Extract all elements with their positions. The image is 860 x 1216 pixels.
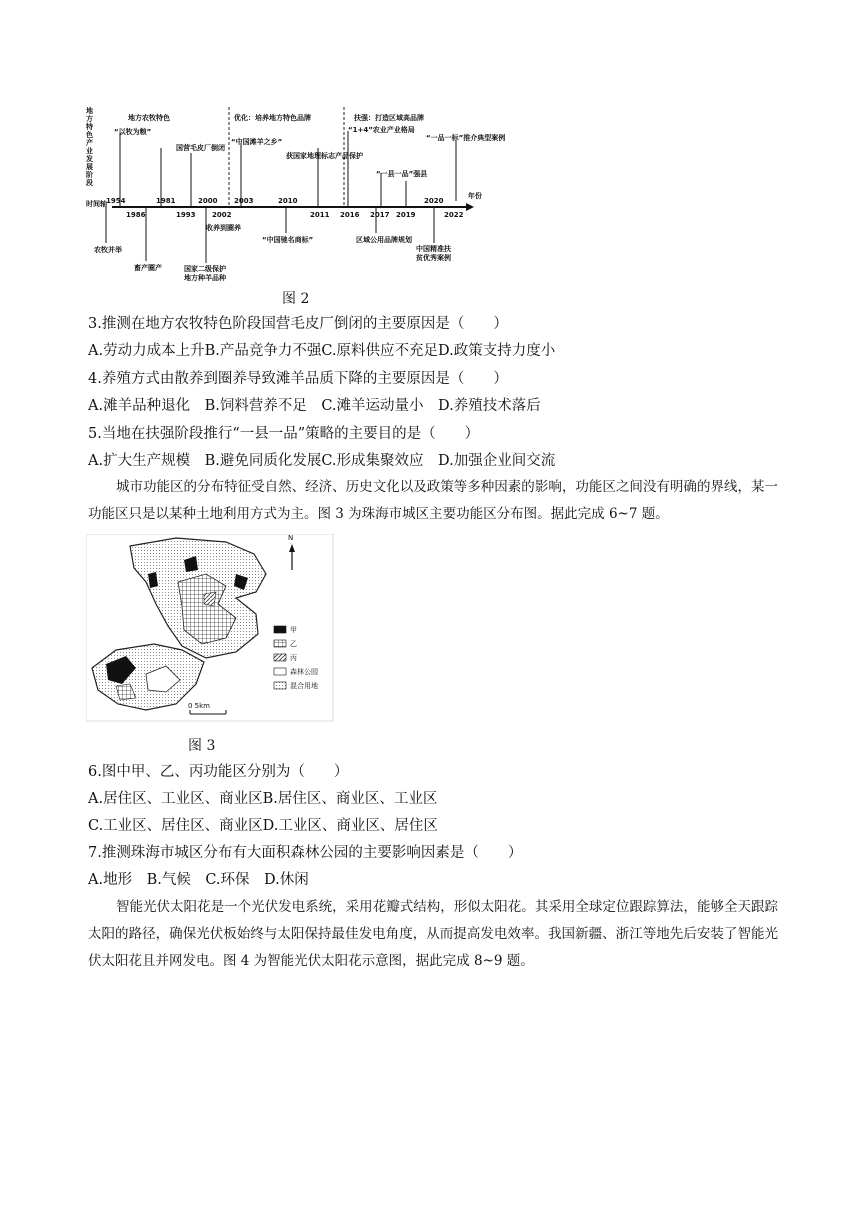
year-label: 1986	[126, 211, 146, 219]
year-label: 2002	[212, 211, 232, 219]
year-label: 2022	[444, 211, 464, 219]
legend-item: 森林公园	[290, 668, 318, 676]
event-bottom: 国家二级保护地方种羊品种	[184, 265, 226, 282]
timeline-axis-label: 时间轴	[86, 200, 107, 208]
year-label: 2000	[198, 197, 218, 205]
event-top: “1+4”农业产业格局	[348, 126, 415, 134]
year-label: 2020	[424, 197, 444, 205]
question-6-stem: 6.图中甲、乙、丙功能区分别为（ ）	[88, 764, 349, 780]
question-3-options[interactable]: A.劳动力成本上升B.产品竞争力不强C.原料供应不充足D.政策支持力度小	[88, 343, 556, 359]
question-6-options-2[interactable]: C.工业区、居住区、商业区D.工业区、商业区、居住区	[88, 818, 438, 834]
year-label: 1954	[106, 197, 126, 205]
phase-label-3: 扶强：打造区域高品牌	[354, 114, 424, 122]
event-top: “一县一品”强县	[376, 170, 428, 178]
event-bottom: 收养到圈养	[206, 224, 241, 232]
question-3-stem: 3.推测在地方农牧特色阶段国营毛皮厂倒闭的主要原因是（ ）	[88, 316, 508, 332]
year-label: 2003	[234, 197, 254, 205]
year-label: 2011	[310, 211, 330, 219]
figure-3-caption: 图 3	[188, 738, 216, 754]
scale-label: 0 5km	[188, 702, 211, 710]
year-label: 2016	[340, 211, 360, 219]
passage-solar-flower: 智能光伏太阳花是一个光伏发电系统，采用花瓣式结构，形似太阳花。其采用全球定位跟踪算法，能够全天跟踪太阳的路径，确保光伏板始终与太阳保持最佳发电角度，从而提高发电效率。我国新疆、浙江等地先后安装了智能光伏太阳花且并网发电。图 4 为智能光伏太阳花示意图，据此完成 8~9 题。	[88, 899, 778, 969]
event-top: “中国滩羊之乡”	[231, 138, 283, 146]
year-label: 2017	[370, 211, 390, 219]
timeline-side-label: 地方特色产业发展阶段	[86, 107, 93, 187]
passage-functional-zones: 城市功能区的分布特征受自然、经济、历史文化以及政策等多种因素的影响，功能区之间没有明确的界线，某一功能区只是以某种土地利用方式为主。图 3 为珠海市城区主要功能区分布图。据此完成 6~7 题。	[88, 479, 778, 522]
question-4-stem: 4.养殖方式由散养到圈养导致滩羊品质下降的主要原因是（ ）	[88, 371, 508, 387]
question-6-options-1[interactable]: A.居住区、工业区、商业区B.居住区、商业区、工业区	[88, 791, 438, 807]
event-top: “一品一标”推介典型案例	[426, 134, 506, 142]
phase-label-1: 地方农牧特色	[128, 114, 170, 122]
figure-2-timeline	[86, 103, 506, 283]
event-top: “以牧为粮”	[114, 128, 152, 136]
legend-item: 甲	[290, 626, 297, 634]
event-bottom: “中国驰名商标”	[262, 236, 314, 244]
year-label: 2019	[396, 211, 416, 219]
year-label: 2010	[278, 197, 298, 205]
phase-label-2: 优化：培养地方特色品牌	[234, 114, 311, 122]
question-7-stem: 7.推测珠海市城区分布有大面积森林公园的主要影响因素是（ ）	[88, 845, 523, 861]
year-label: 1981	[156, 197, 176, 205]
question-5-stem: 5.当地在扶强阶段推行“一县一品”策略的主要目的是（ ）	[88, 426, 480, 442]
year-label: 1993	[176, 211, 196, 219]
legend-item: 乙	[290, 640, 297, 648]
question-4-options[interactable]: A.滩羊品种退化 B.饲料营养不足 C.滩羊运动量小 D.养殖技术落后	[88, 398, 541, 414]
event-top: 获国家地理标志产品保护	[286, 152, 363, 160]
legend-item: 丙	[290, 654, 297, 662]
event-bottom: 农牧并举	[94, 246, 122, 254]
question-7-options[interactable]: A.地形 B.气候 C.环保 D.休闲	[88, 872, 309, 888]
timeline-axis-end: 年份	[468, 192, 482, 200]
north-label: N	[288, 534, 294, 542]
event-bottom: 中国精准扶贫优秀案例	[416, 245, 451, 262]
question-5-options[interactable]: A.扩大生产规模 B.避免同质化发展C.形成集聚效应 D.加强企业间交流	[88, 453, 556, 469]
figure-3-map	[86, 534, 334, 722]
legend-item: 混合用地	[290, 682, 318, 690]
event-bottom: 区域公用品牌规划	[356, 236, 412, 244]
event-top: 国营毛皮厂倒闭	[176, 144, 225, 152]
event-bottom: 畜产圈产	[134, 264, 162, 272]
figure-2-caption: 图 2	[282, 291, 310, 307]
